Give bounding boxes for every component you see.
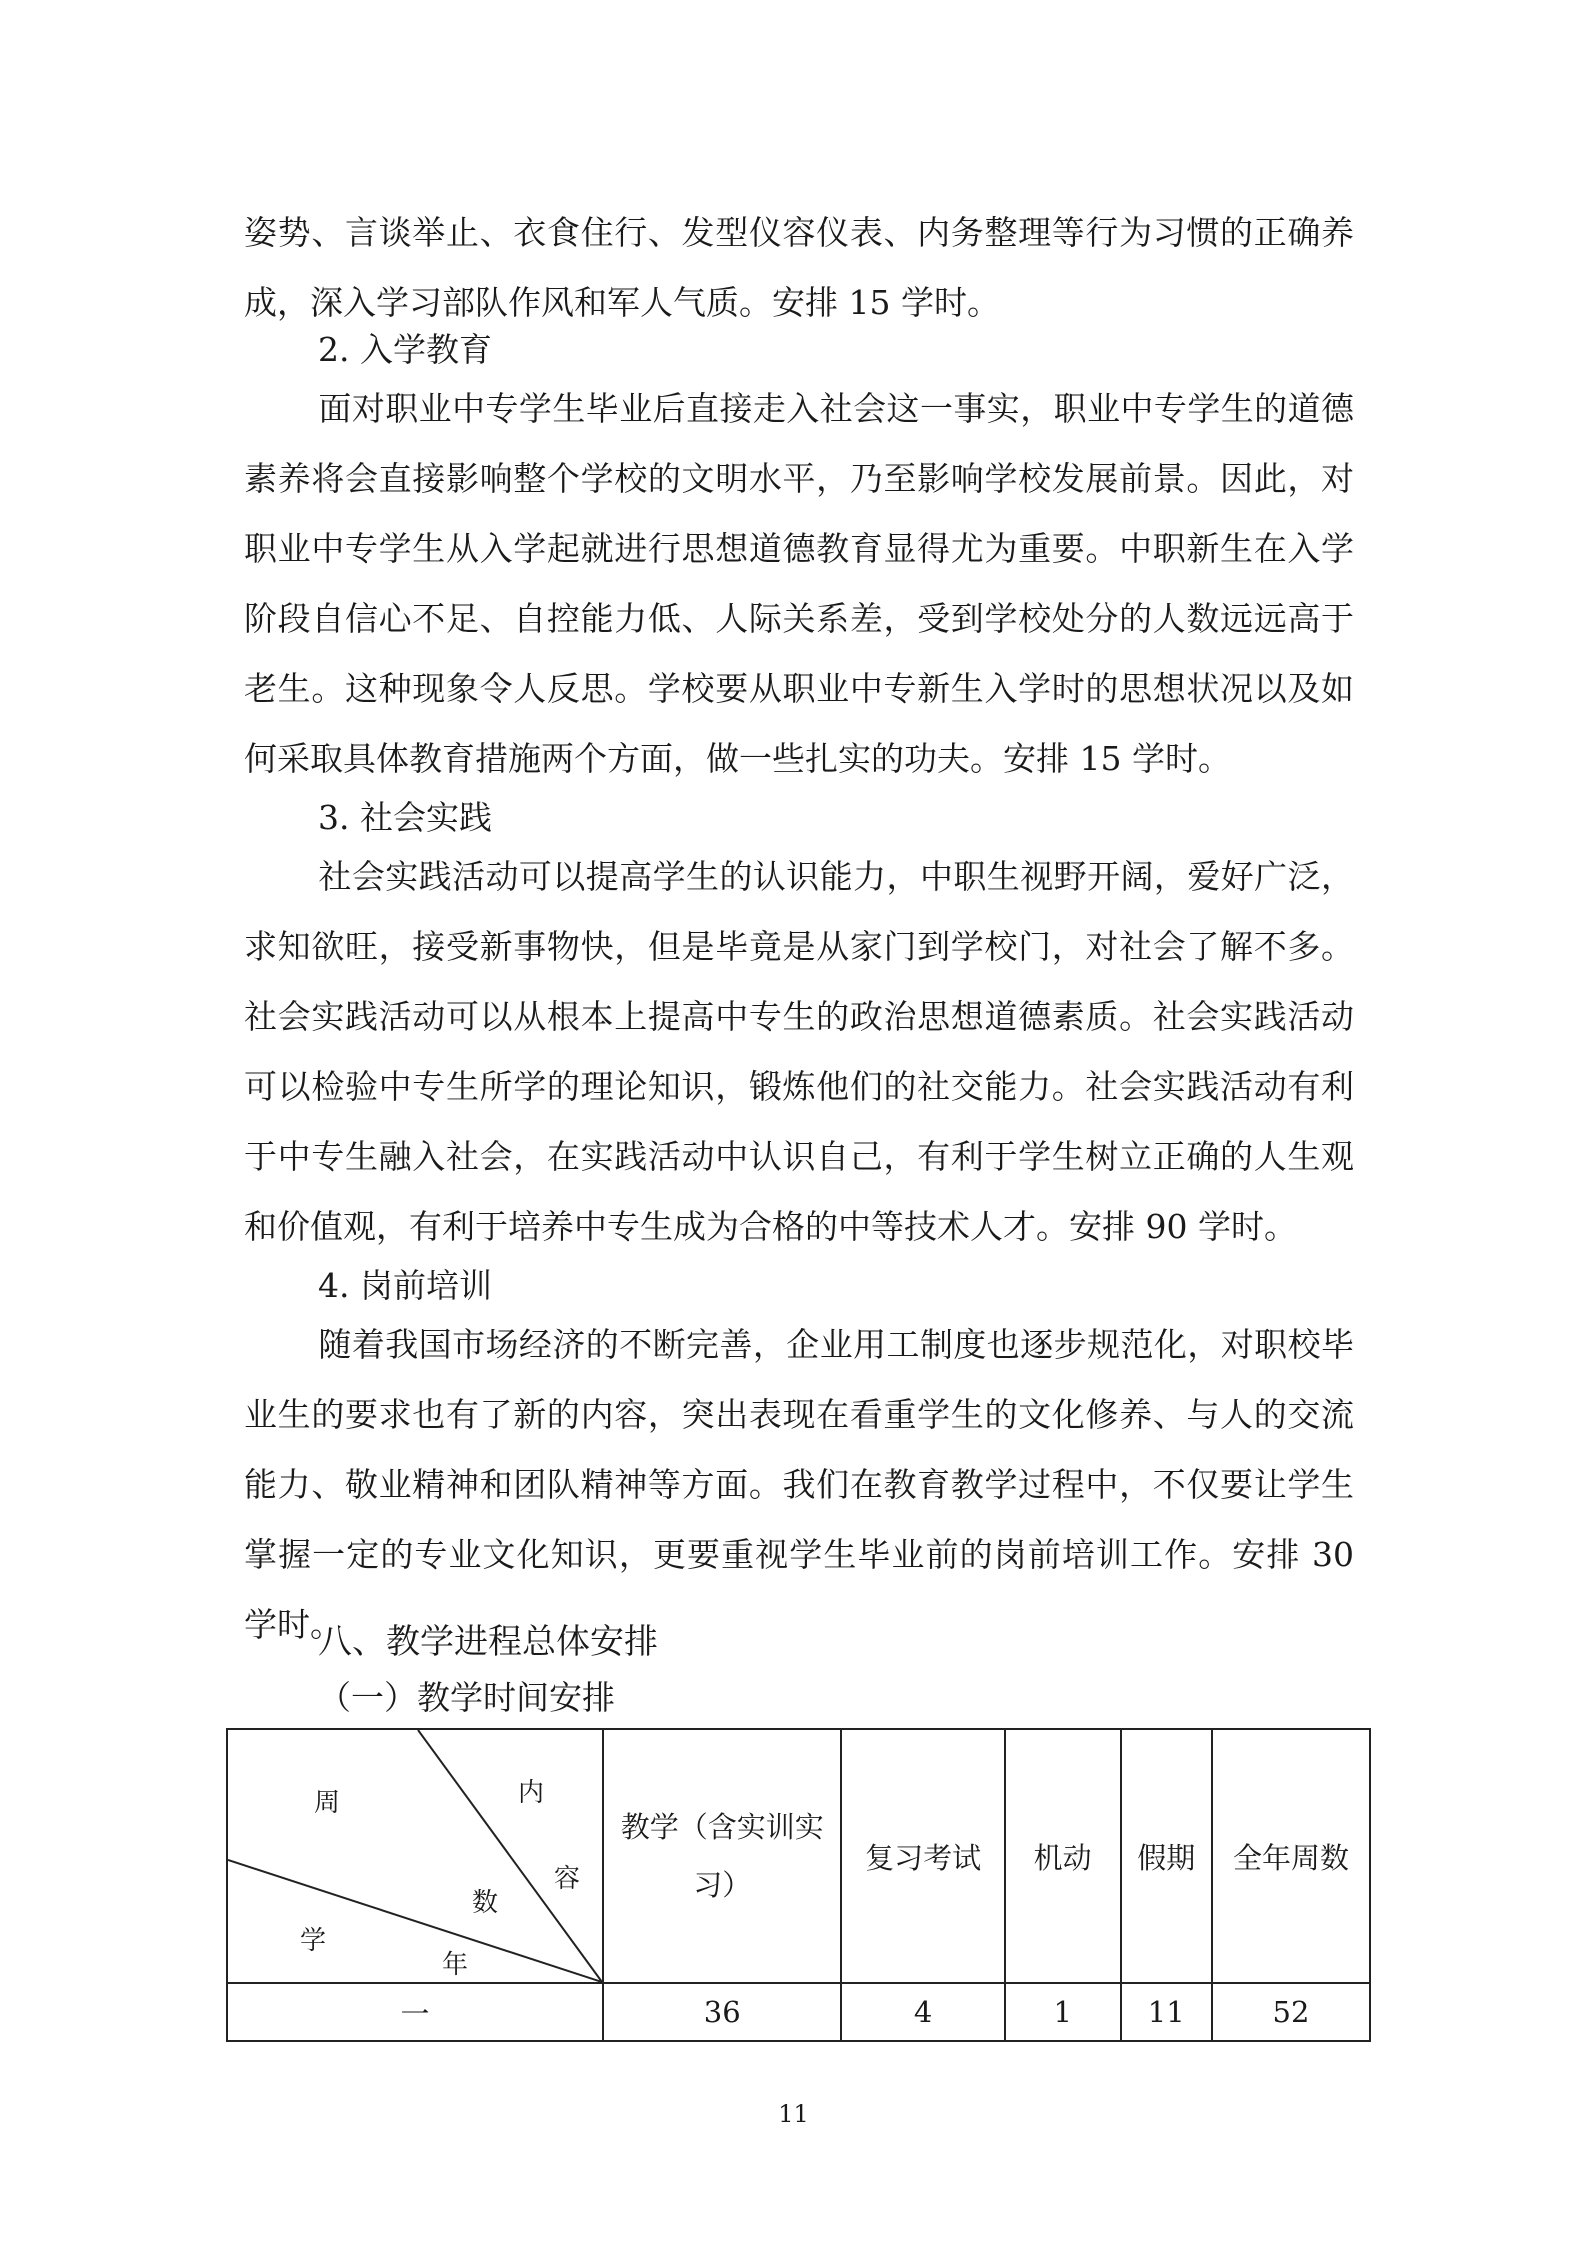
heading-social-practice: 3. 社会实践 <box>318 798 492 837</box>
diagonal-header-cell <box>227 1729 603 1983</box>
cell-holiday: 11 <box>1121 1983 1212 2041</box>
diag-label-shu: 数 <box>472 1888 499 1918</box>
cell-exam: 4 <box>841 1983 1004 2041</box>
cell-teaching: 36 <box>603 1983 841 2041</box>
paragraph-entry-education <box>244 374 1354 794</box>
header-exam: 复习考试 <box>841 1729 1004 1983</box>
heading-pre-job-training: 4. 岗前培训 <box>318 1266 492 1305</box>
cell-year: 一 <box>227 1983 603 2041</box>
diag-label-nian: 年 <box>442 1950 469 1980</box>
paragraph-job-text: 随着我国市场经济的不断完善，企业用工制度也逐步规范化，对职校毕业生的要求也有了新的内容，突出表现在看重学生的文化修养、与人的交流能力、敬业精神和团队精神等方面。我们在教育教学过程中，不仅要让学生掌握一定的专业文化知识，更要重视学生毕业前的岗前培训工作。安排 30 学时。 <box>244 1325 1354 1644</box>
page-number: 11 <box>778 2100 809 2128</box>
diag-label-nei: 内 <box>518 1778 545 1808</box>
paragraph-entry-text: 面对职业中专学生毕业后直接走入社会这一事实，职业中专学生的道德素养将会直接影响整个学校的文明水平，乃至影响学校发展前景。因此，对职业中专学生从入学起就进行思想道德教育显得尤为重要。中职新生在入学阶段自信心不足、自控能力低、人际关系差，受到学校处分的人数远远高于老生。这种现象令人反思。学校要从职业中专新生入学时的思想状况以及如何采取具体教育措施两个方面，做一些扎实的功夫。安排 15 学时。 <box>244 389 1354 778</box>
teaching-time-table <box>226 1728 1371 2042</box>
diag-label-rong: 容 <box>554 1864 581 1894</box>
section-title: 八、教学进程总体安排 <box>318 1622 658 1662</box>
header-teaching: 教学（含实训实习） <box>603 1729 841 1983</box>
diag-label-xue: 学 <box>300 1926 327 1956</box>
paragraph-pre-job-training <box>244 1310 1354 1660</box>
paragraph-social-practice <box>244 842 1354 1262</box>
table-row <box>227 1983 1370 2041</box>
cell-flexible: 1 <box>1005 1983 1121 2041</box>
table-header-row <box>227 1729 1370 1983</box>
subsection-title: （一）教学时间安排 <box>318 1678 615 1717</box>
header-holiday: 假期 <box>1121 1729 1212 1983</box>
diag-label-zhou: 周 <box>314 1788 341 1818</box>
paragraph-social-text: 社会实践活动可以提高学生的认识能力，中职生视野开阔，爱好广泛，求知欲旺，接受新事物快，但是毕竟是从家门到学校门，对社会了解不多。社会实践活动可以从根本上提高中专生的政治思想道德素质。社会实践活动可以检验中专生所学的理论知识，锻炼他们的社交能力。社会实践活动有利于中专生融入社会，在实践活动中认识自己，有利于学生树立正确的人生观和价值观，有利于培养中专生成为合格的中等技术人才。安排 90 学时。 <box>244 857 1354 1246</box>
header-flexible: 机动 <box>1005 1729 1121 1983</box>
heading-entry-education: 2. 入学教育 <box>318 330 492 369</box>
paragraph-military-training-end: 姿势、言谈举止、衣食住行、发型仪容仪表、内务整理等行为习惯的正确养成，深入学习部队作风和军人气质。安排 15 学时。 <box>244 213 1354 322</box>
cell-total-weeks: 52 <box>1212 1983 1370 2041</box>
header-total-weeks: 全年周数 <box>1212 1729 1370 1983</box>
